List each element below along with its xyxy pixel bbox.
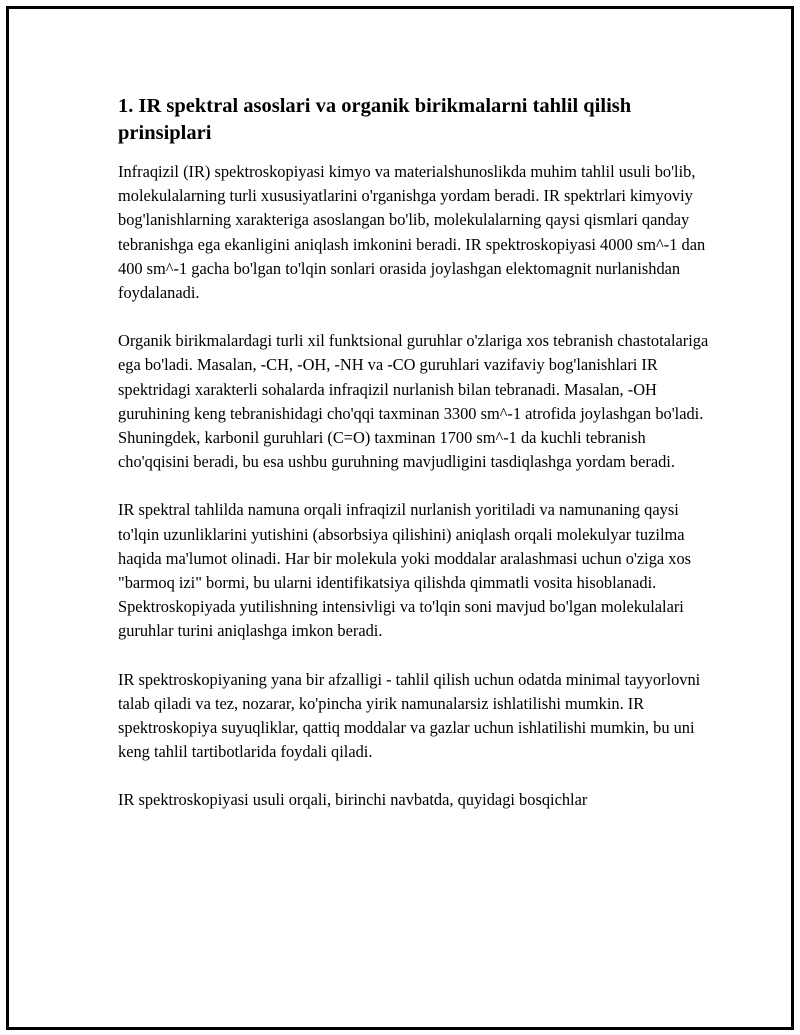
paragraph-functional-groups: Organik birikmalardagi turli xil funktsional guruhlar o'zlariga xos tebranish chastotalariga ega bo'ladi. Masalan, -CH, -OH, -NH va -CO guruhlari vazifaviy bog'lanishlari IR spektridagi xarakterli sohalarda infraqizil nurlanish bilan tebranadi. Masalan, -OH guruhining keng tebranishidagi cho'qqi taxminan 3300 sm^-1 atrofida joylashgan bo'ladi. Shuningdek, karbonil guruhlari (C=O) taxminan 1700 sm^-1 da kuchli tebranish cho'qqisini beradi, bu esa ushbu guruhning mavjudligini tasdiqlashga yordam beradi. <box>118 331 709 472</box>
document-body <box>118 93 718 837</box>
paragraph-intro: Infraqizil (IR) spektroskopiyasi kimyo va materialshunoslikda muhim tahlil usuli bo'lib, molekulalarning turli xususiyatlarini o'rganishga yordam beradi. IR spektrlari kimyoviy bog'lanishlarning xarakteriga asoslangan bo'lib, molekulalarning qaysi qismlari qanday tebranishga ega ekanligini aniqlash imkonini beradi. IR spektroskopiyasi 4000 sm^-1 dan 400 sm^-1 gacha bo'lgan to'lqin sonlari orasida joylashgan elektomagnit nurlanishdan foydalanadi. <box>118 162 706 303</box>
paragraph-spectral-analysis: IR spektral tahlilda namuna orqali infraqizil nurlanish yoritiladi va namunaning qaysi to'lqin uzunliklarini yutishini (absorbsiya qilishini) aniqlash orqali molekulyar tuzilma haqida ma'lumot olinadi. Har bir molekula yoki moddalar aralashmasi uchun o'ziga xos "barmoq izi" bormi, bu ularni identifikatsiya qilishda qimmatli vosita hisoblanadi. Spektroskopiyada yutilishning intensivligi va to'lqin soni mavjud bo'lgan molekulalari guruhlar turini aniqlashga imkon beradi. <box>118 500 692 641</box>
section-heading: 1. IR spektral asoslari va organik birikmalarni tahlil qilish prinsiplari <box>118 95 632 144</box>
paragraph-steps: IR spektroskopiyasi usuli orqali, birinchi navbatda, quyidagi bosqichlar <box>118 790 588 810</box>
paragraph-advantages: IR spektroskopiyaning yana bir afzalligi - tahlil qilish uchun odatda minimal tayyorlovni talab qiladi va tez, nozarar, ko'pincha yirik namunalarsiz ishlatilishi mumkin. IR spektroskopiya suyuqliklar, qattiq moddalar va gazlar uchun ishlatilishi mumkin, bu uni keng tahlil tartibotlarida foydali qiladi. <box>118 669 701 762</box>
